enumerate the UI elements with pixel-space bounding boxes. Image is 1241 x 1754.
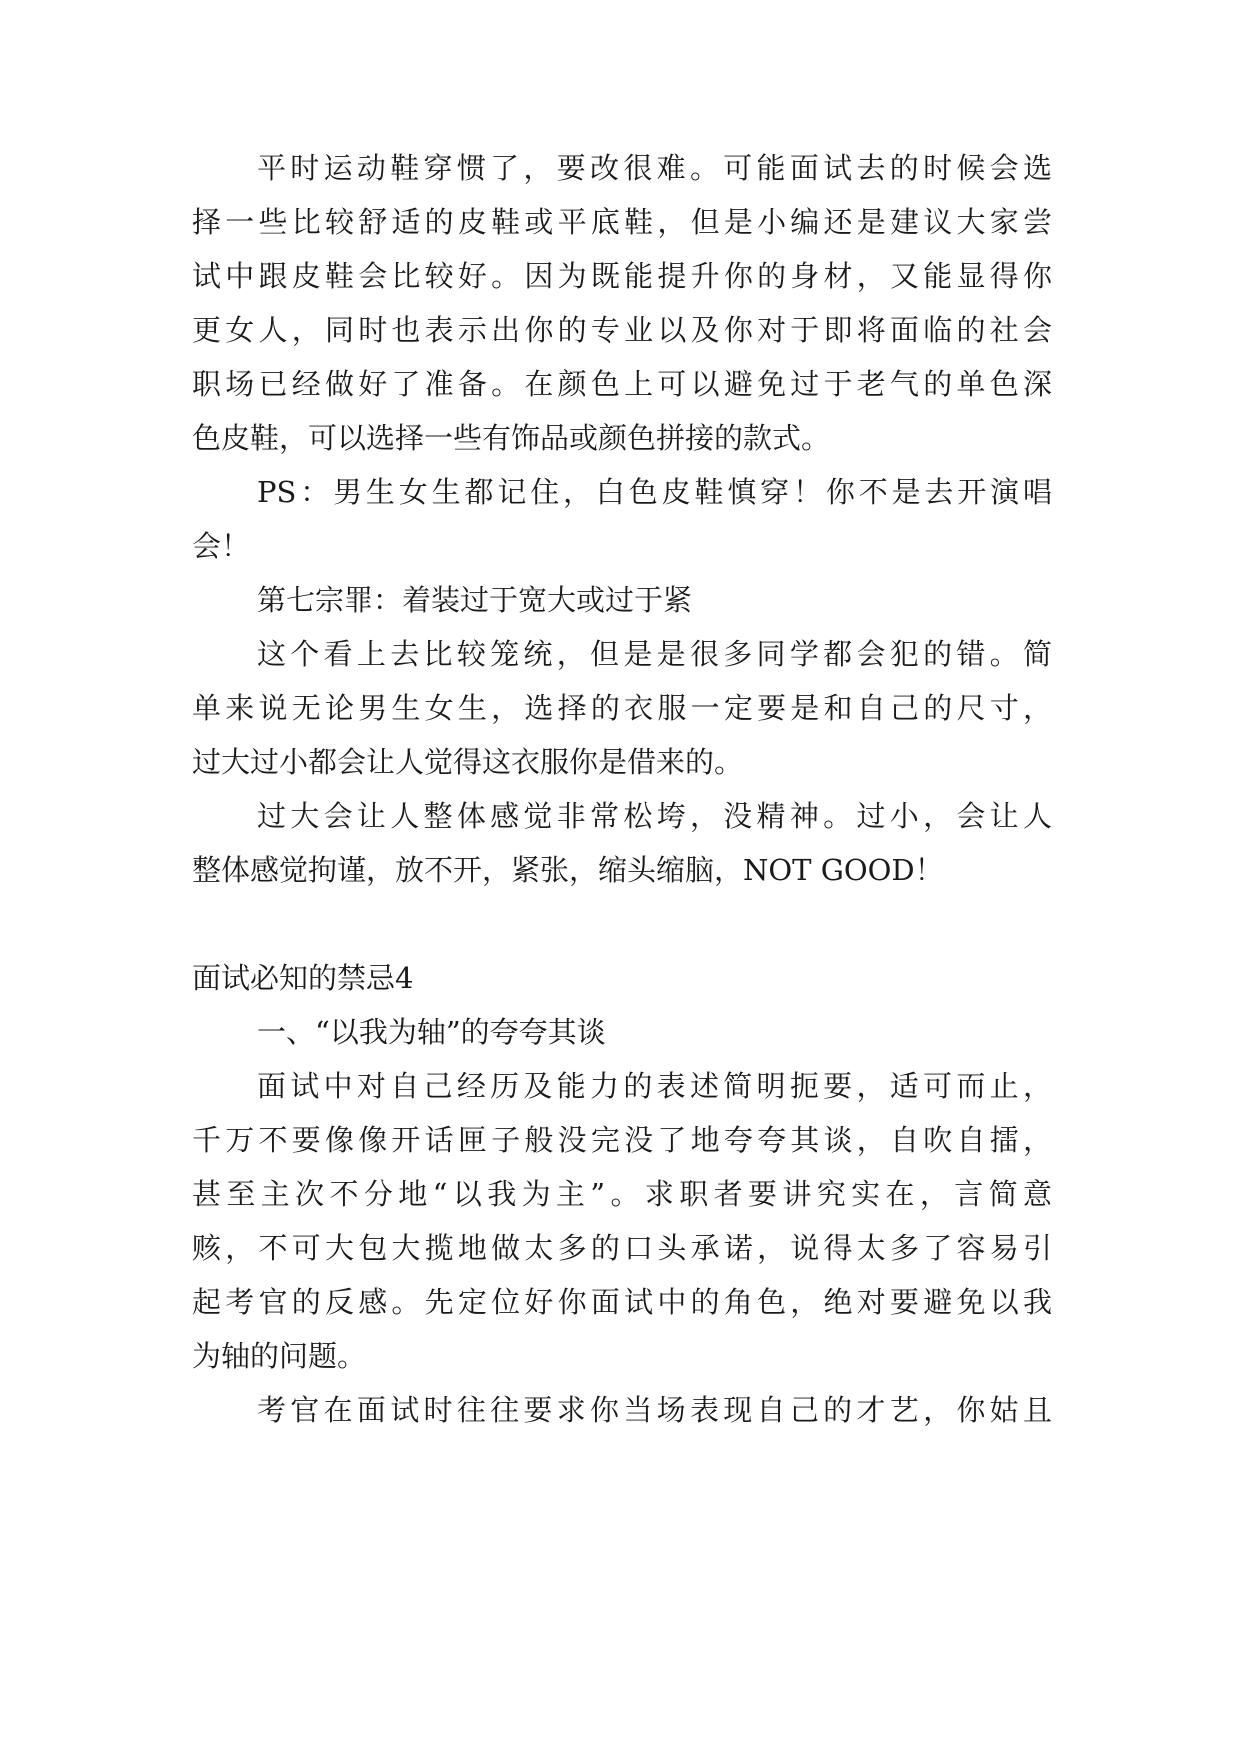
document-page (192, 0, 1052, 1754)
subheading: 一、“以我为轴”的夸夸其谈 (257, 1015, 606, 1049)
paragraph-line: 过大过小都会让人觉得这衣服你是借来的。 (192, 745, 744, 779)
paragraph-line: 起考官的反感。先定位好你面试中的角色，绝对要避免以我 (192, 1285, 1052, 1319)
paragraph-line: 整体感觉拘谨，放不开，紧张，缩头缩脑，NOT GOOD！ (192, 853, 944, 887)
paragraph-heading: 第七宗罪：着装过于宽大或过于紧 (257, 583, 693, 617)
paragraph-line: 单来说无论男生女生，选择的衣服一定要是和自己的尺寸， (192, 691, 1052, 725)
paragraph-line: 这个看上去比较笼统，但是是很多同学都会犯的错。简 (257, 637, 1052, 671)
paragraph-line: 赅，不可大包大揽地做太多的口头承诺，说得太多了容易引 (192, 1231, 1052, 1265)
paragraph-line: 择一些比较舒适的皮鞋或平底鞋，但是小编还是建议大家尝 (192, 205, 1052, 239)
paragraph-line: 千万不要像像开话匣子般没完没了地夸夸其谈，自吹自擂， (192, 1123, 1052, 1157)
paragraph-line: PS：男生女生都记住，白色皮鞋慎穿！你不是去开演唱 (257, 475, 1052, 509)
paragraph-line: 职场已经做好了准备。在颜色上可以避免过于老气的单色深 (192, 367, 1052, 401)
paragraph-line: 色皮鞋，可以选择一些有饰品或颜色拼接的款式。 (192, 421, 831, 455)
section-title: 面试必知的禁忌4 (192, 961, 414, 995)
paragraph-line: 试中跟皮鞋会比较好。因为既能提升你的身材，又能显得你 (192, 259, 1052, 293)
paragraph-line: 更女人，同时也表示出你的专业以及你对于即将面临的社会 (192, 313, 1052, 347)
paragraph-line: 考官在面试时往往要求你当场表现自己的才艺，你姑且 (257, 1393, 1052, 1427)
paragraph-line: 会！ (192, 529, 251, 563)
paragraph-line: 为轴的问题。 (192, 1339, 367, 1373)
paragraph-line: 甚至主次不分地“以我为主”。求职者要讲究实在，言简意 (192, 1177, 1052, 1211)
paragraph-line: 面试中对自己经历及能力的表述简明扼要，适可而止， (257, 1069, 1052, 1103)
paragraph-line: 过大会让人整体感觉非常松垮，没精神。过小，会让人 (257, 799, 1052, 833)
paragraph-line: 平时运动鞋穿惯了，要改很难。可能面试去的时候会选 (257, 151, 1052, 185)
